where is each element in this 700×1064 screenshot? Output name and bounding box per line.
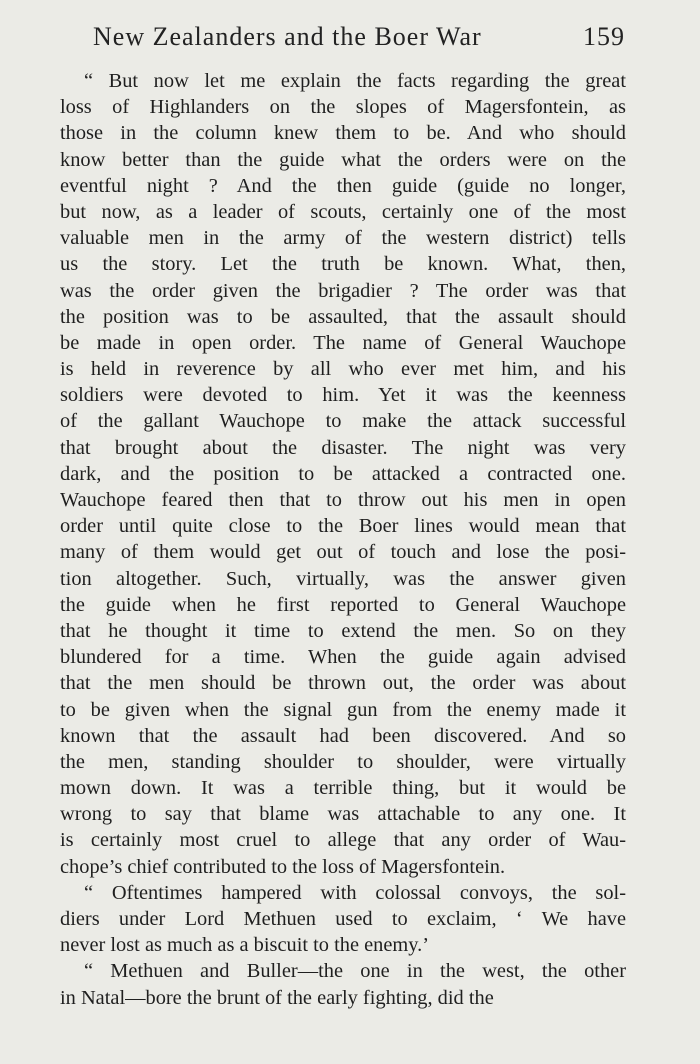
text-line: those in the column knew them to be. And who should (60, 122, 626, 145)
text-line: chope’s chief contributed to the loss of Magersfontein. (60, 855, 506, 878)
text-line: diers under Lord Methuen used to exclaim, ‘ We have (60, 908, 626, 930)
text-line: us the story. Let the truth be known. What, then, (60, 253, 626, 276)
text-line: the guide when he first reported to General Wauchope (60, 593, 626, 616)
text-line: is held in reverence by all who ever met him, and his (60, 358, 626, 381)
text-line: valuable men in the army of the western district) tells (60, 227, 626, 250)
text-line: that the men should be thrown out, the order was about (60, 672, 626, 695)
text-line: “ But now let me explain the facts regarding the great (84, 70, 626, 92)
text-line: known that the assault had been discovered. And so (60, 724, 626, 747)
text-line: order until quite close to the Boer lines would mean that (60, 515, 626, 538)
text-line: loss of Highlanders on the slopes of Magersfontein, as (60, 96, 626, 119)
text-line: blundered for a time. When the guide again advised (60, 646, 626, 669)
running-title: New Zealanders and the Boer War (93, 22, 482, 51)
text-line: never lost as much as a biscuit to the enemy.’ (60, 934, 430, 957)
text-line: know better than the guide what the orders were on the (60, 148, 626, 171)
running-header (93, 22, 625, 58)
text-line: wrong to say that blame was attachable to any one. It (60, 803, 626, 826)
text-line: “ Oftentimes hampered with colossal convoys, the sol- (84, 881, 626, 904)
paragraph (60, 68, 626, 880)
body-text (60, 68, 626, 1011)
text-line: to be given when the signal gun from the enemy made it (60, 698, 626, 721)
text-line: mown down. It was a terrible thing, but it would be (60, 777, 626, 800)
paragraph (60, 958, 626, 1010)
text-line: that he thought it time to extend the men. So on they (60, 619, 626, 642)
text-line: dark, and the position to be attacked a contracted one. (60, 462, 626, 485)
text-line: but now, as a leader of scouts, certainly one of the most (60, 200, 626, 223)
text-line: Wauchope feared then that to throw out his men in open (60, 489, 626, 511)
text-line: be made in open order. The name of General Wauchope (60, 331, 626, 354)
text-line: eventful night ? And the then guide (guide no longer, (60, 174, 626, 197)
text-line: is certainly most cruel to allege that any order of Wau- (60, 829, 626, 852)
text-line: the men, standing shoulder to shoulder, were virtually (60, 750, 626, 773)
text-line: was the order given the brigadier ? The order was that (60, 279, 626, 302)
text-line: “ Methuen and Buller—the one in the west, the other (84, 960, 626, 983)
paragraph (60, 880, 626, 959)
text-line: the position was to be assaulted, that the assault should (60, 305, 626, 328)
text-line: many of them would get out of touch and lose the posi- (60, 541, 626, 564)
text-line: soldiers were devoted to him. Yet it was the keenness (60, 384, 626, 407)
text-line: tion altogether. Such, virtually, was the answer given (60, 567, 626, 590)
page-number: 159 (583, 22, 625, 51)
text-line: of the gallant Wauchope to make the attack successful (60, 410, 626, 433)
text-line: that brought about the disaster. The night was very (60, 436, 626, 459)
text-line: in Natal—bore the brunt of the early fighting, did the (60, 986, 494, 1009)
